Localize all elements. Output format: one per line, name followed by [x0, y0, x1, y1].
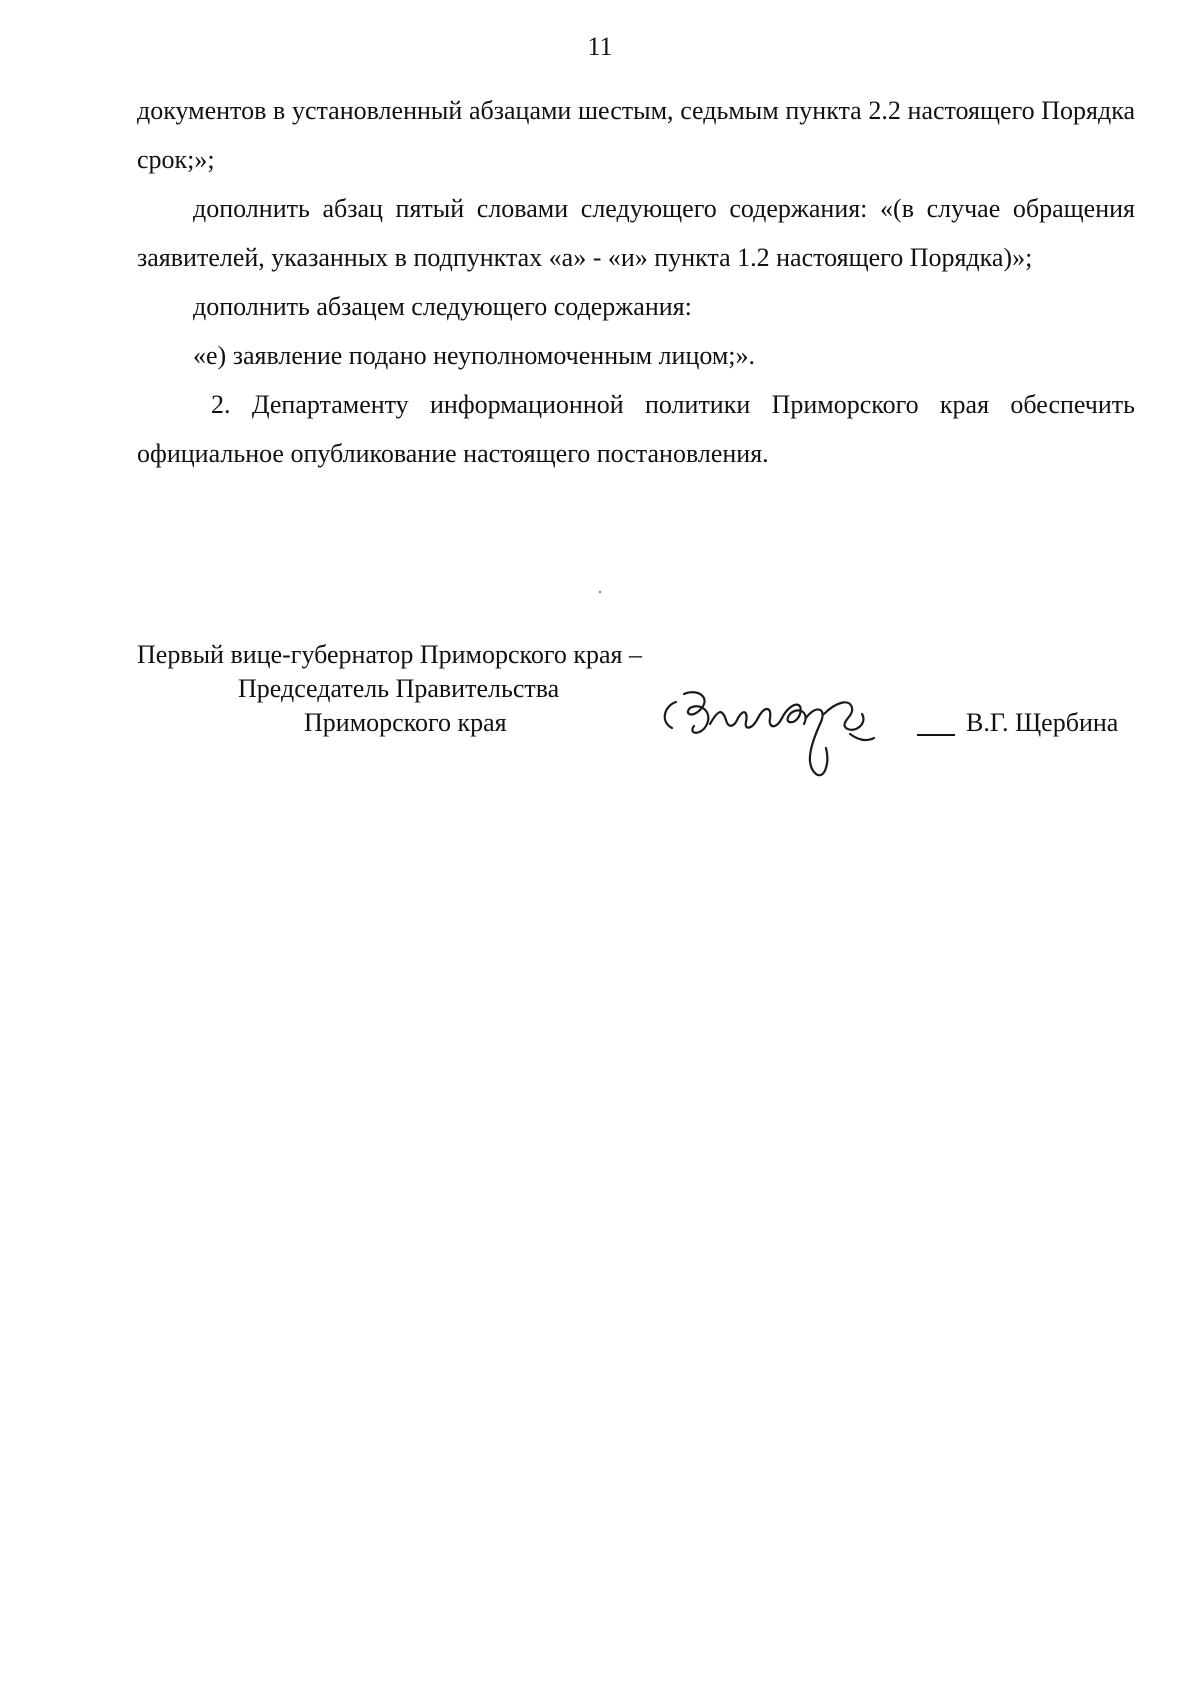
- paragraph-item-2: 2. Департаменту информационной политики Приморского края обеспечить официальное опубликование настоящего постановления.: [137, 390, 1135, 468]
- paragraph-add-clause: дополнить абзацем следующего содержания:: [193, 292, 692, 321]
- document-body: [137, 86, 1135, 478]
- scan-speck: [599, 591, 601, 593]
- signer-title-line-2: Председатель Правительства: [238, 674, 560, 703]
- signer-title-line-1: Первый вице-губернатор Приморского края –: [137, 640, 642, 669]
- paragraph-amend-fifth: дополнить абзац пятый словами следующего содержания: «(в случае обращения заявителей, указанных в подпунктах «а» - «и» пункта 1.2 настоящего Порядка)»;: [137, 194, 1135, 272]
- handwritten-signature-icon: [654, 684, 914, 784]
- page-number: 11: [587, 32, 613, 61]
- paragraph-continuation: документов в установленный абзацами шестым, седьмым пункта 2.2 настоящего Порядка срок;»;: [137, 96, 1135, 174]
- paragraph-clause-e: «е) заявление подано неуполномоченным лицом;».: [193, 341, 756, 370]
- signer-name: В.Г. Щербина: [966, 708, 1119, 737]
- signer-title-line-3: Приморского края: [304, 708, 507, 737]
- signature-dash: [917, 734, 955, 736]
